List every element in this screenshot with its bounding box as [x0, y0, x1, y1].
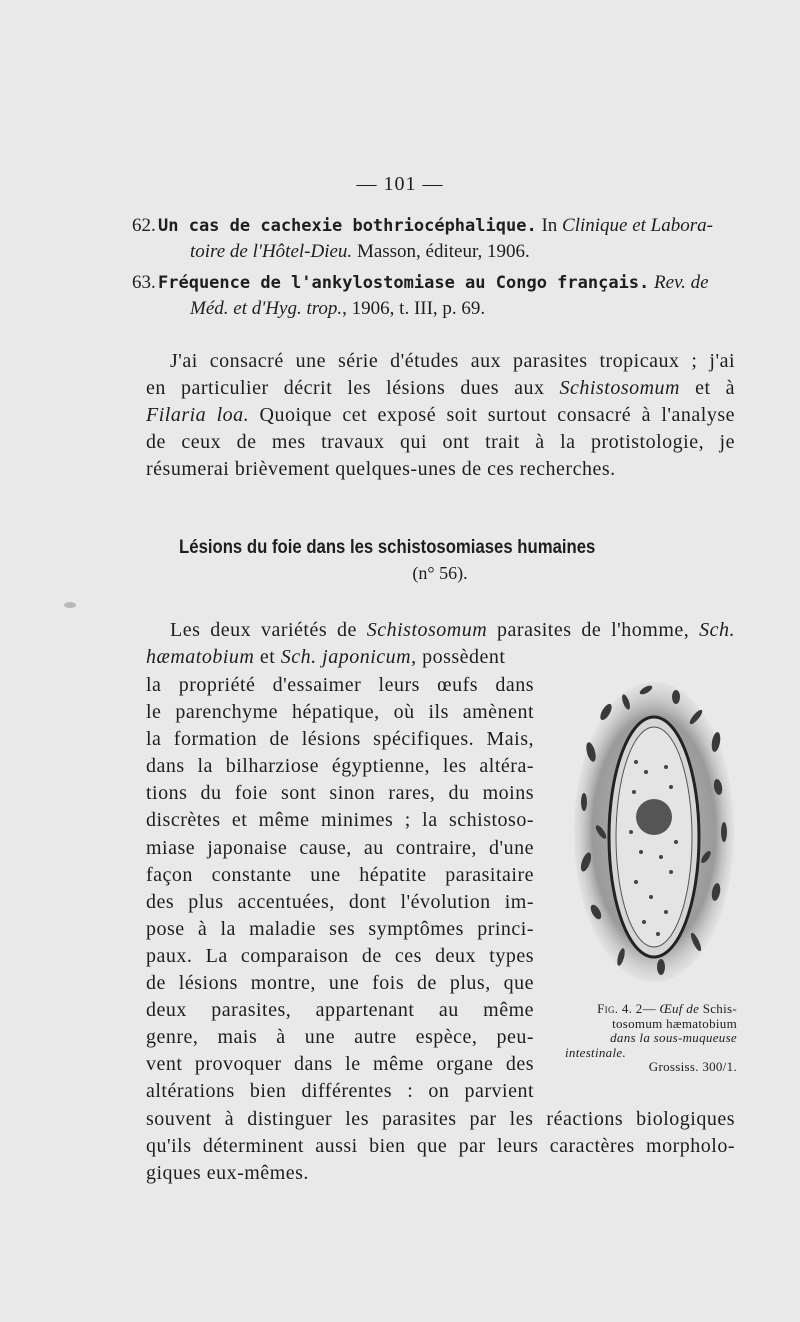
intro-line: de ceux de mes travaux qui ont trait à la protistologie, je — [146, 431, 735, 453]
body-line: genre, mais à une autre espèce, peu- — [146, 1026, 534, 1049]
page-number: — 101 — — [356, 173, 444, 195]
reference-title: Un cas de cachexie bothriocéphalique. — [158, 216, 537, 236]
body-italic: Sch. — [699, 619, 735, 641]
reference-line-2 — [158, 239, 738, 265]
body-line — [146, 644, 735, 671]
figure-caption — [551, 1002, 737, 1075]
page-smudge — [64, 602, 76, 608]
caption-line-3 — [551, 1031, 737, 1046]
caption-line-4 — [551, 1046, 737, 1061]
intro-italic: Schistosomum — [559, 377, 680, 399]
body-first-lines — [146, 617, 735, 671]
intro-italic: Filaria loa. — [146, 404, 250, 426]
body-text: , possèdent — [411, 646, 506, 668]
intro-line: résumerai brièvement quelques-unes de ces recherches. — [146, 458, 616, 480]
body-text: parasites de l'homme, — [487, 619, 700, 641]
body-line: altérations bien différentes : on parvient — [146, 1080, 534, 1103]
body-line: qu'ils déterminent aussi bien que par leurs caractères morpholo- — [146, 1135, 735, 1157]
section-reference: (n° 56). — [412, 563, 468, 583]
body-italic: hæmatobium — [146, 646, 255, 668]
reference-venue-cont: toire de l'Hôtel-Dieu. — [190, 241, 353, 262]
section-title: Lésions du foie dans les schistosomiases humaines — [179, 537, 596, 558]
body-line: vent provoquer dans le même organe des — [146, 1053, 534, 1076]
intro-line — [146, 402, 735, 429]
reference-details: , 1906, t. III, p. 69. — [342, 298, 486, 319]
reference-venue: Clinique et Labora- — [562, 215, 713, 236]
intro-line — [146, 375, 735, 402]
reference-venue: Rev. de — [654, 272, 709, 293]
caption-line-5: Grossiss. 300/1. — [648, 1059, 737, 1074]
body-text: Les deux variétés de — [170, 619, 367, 641]
body-line: discrètes et même minimes ; la schistoso- — [146, 809, 534, 832]
body-line: la propriété d'essaimer leurs œufs dans — [146, 674, 534, 696]
body-line: miase japonaise cause, au contraire, d'une — [146, 836, 534, 859]
schistosoma-egg-illustration — [566, 672, 736, 990]
reference-venue-cont: Méd. et d'Hyg. trop. — [190, 298, 343, 319]
egg-membrane — [616, 727, 692, 947]
body-italic: Schistosomum — [366, 619, 488, 641]
body-line: giques eux-mêmes. — [146, 1162, 309, 1184]
caption-line-2: tosomum hæmatobium — [612, 1015, 737, 1031]
caption-italic: dans la sous-muqueuse — [610, 1030, 737, 1045]
egg-embryo-nucleus — [636, 799, 672, 835]
intro-text: et à — [680, 377, 735, 399]
body-line: tions du foie sont sinon rares, du moins — [146, 782, 534, 805]
body-narrow-column — [146, 672, 534, 1106]
intro-line: J'ai consacré une série d'études aux parasites tropicaux ; j'ai — [170, 350, 735, 372]
figure-label: Fig. 4. 2— — [597, 1001, 656, 1016]
body-line: façon constante une hépatite parasitaire — [146, 863, 534, 886]
body-line: souvent à distinguer les parasites par les réactions biologiques — [146, 1108, 735, 1130]
body-line: deux parasites, appartenant au même — [146, 999, 534, 1022]
caption-line-1 — [551, 1002, 737, 1017]
reference-text: In — [536, 215, 563, 236]
reference-number: 63. — [132, 272, 156, 293]
body-italic: Sch. japonicum — [280, 646, 412, 668]
intro-paragraph — [146, 348, 735, 483]
body-line: des plus accentuées, dont l'évolution im- — [146, 890, 534, 913]
reference-publisher: Masson, éditeur, 1906. — [352, 241, 530, 262]
body-line — [146, 617, 735, 644]
caption-italic: intestinale. — [565, 1044, 627, 1060]
caption-text: Schis- — [699, 1001, 737, 1016]
body-line: la formation de lésions spécifiques. Mais, — [146, 728, 534, 751]
body-line: dans la bilharziose égyptienne, les altéra- — [146, 755, 534, 778]
intro-text: en particulier décrit les lésions dues aux — [146, 377, 560, 399]
body-text: et — [254, 646, 281, 668]
body-line: de lésions montre, une fois de plus, que — [146, 972, 534, 995]
reference-63 — [132, 270, 738, 322]
reference-title: Fréquence de l'ankylostomiase au Congo français. — [158, 273, 650, 293]
intro-text: Quoique cet exposé soit surtout consacré à l'analyse — [249, 404, 735, 426]
body-wide-lines — [146, 1106, 735, 1187]
body-line: le parenchyme hépatique, où ils amènent — [146, 701, 534, 724]
reference-number: 62. — [132, 215, 156, 236]
body-line: paux. La comparaison de ces deux types — [146, 944, 534, 967]
reference-line-2 — [158, 296, 738, 322]
body-line: pose à la maladie ses symptômes princi- — [146, 917, 534, 940]
caption-italic: Œuf de — [659, 1001, 700, 1016]
reference-62 — [132, 213, 738, 265]
